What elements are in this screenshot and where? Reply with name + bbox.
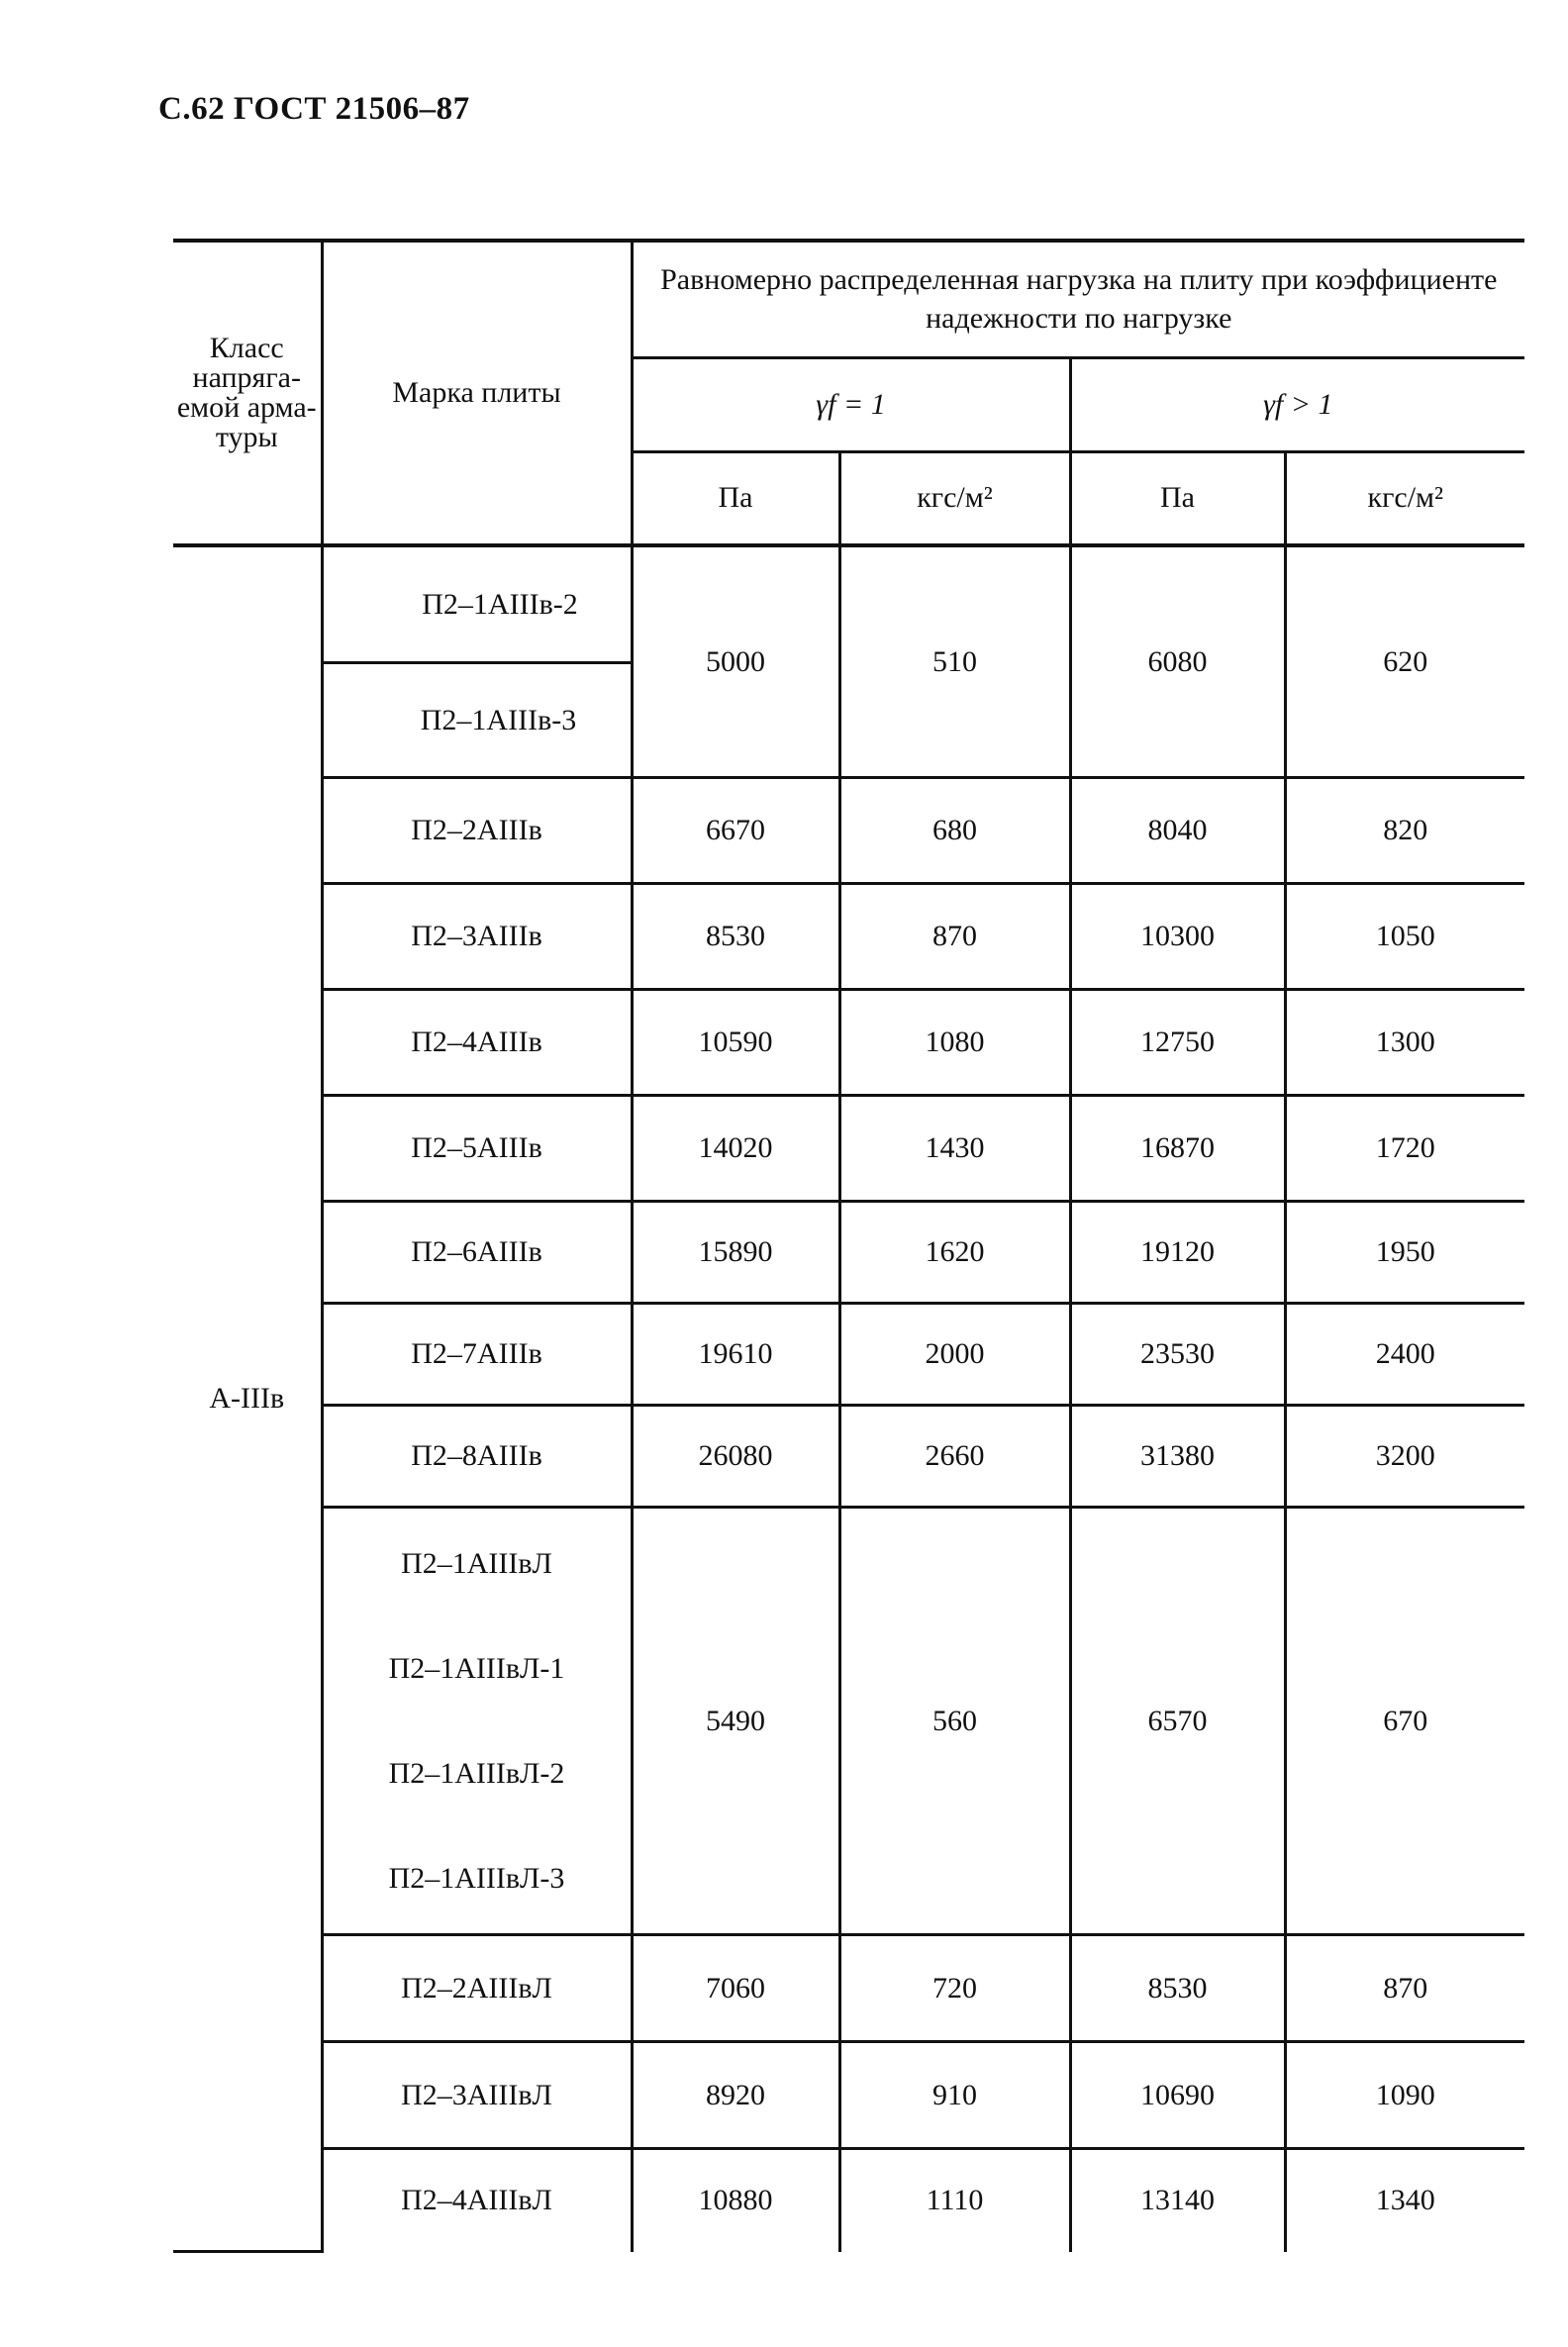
value-cell: 10880 — [632, 2149, 839, 2252]
value-cell: 1110 — [839, 2149, 1070, 2252]
table-row — [173, 778, 1524, 884]
table-row — [173, 1508, 1524, 1935]
value-cell: 1620 — [839, 1202, 1070, 1304]
value-cell: 23530 — [1070, 1304, 1285, 1406]
table-row — [173, 1096, 1524, 1202]
value-cell: 8530 — [632, 884, 839, 990]
mark-name: П2–4АIIIвЛ — [401, 2184, 552, 2217]
class-cell: А-IIIв — [173, 545, 322, 2252]
value-cell: 8040 — [1070, 778, 1285, 884]
value-cell: 1720 — [1285, 1096, 1524, 1202]
mark-name: П2–2АIIIвЛ — [401, 1971, 552, 2005]
value-cell: 16870 — [1070, 1096, 1285, 1202]
mark-cell — [322, 2149, 632, 2252]
value-cell: 6080 — [1070, 545, 1285, 778]
mark-name: П2–5АIIIв — [411, 1131, 542, 1164]
value-cell: 10690 — [1070, 2042, 1285, 2149]
mark-cell — [322, 990, 632, 1096]
mark-name: П2–1АIIIвЛ — [401, 1546, 552, 1580]
value-cell: 8530 — [1070, 1935, 1285, 2042]
mark-cell — [322, 545, 632, 778]
value-cell: 510 — [839, 545, 1070, 778]
value-cell: 820 — [1285, 778, 1524, 884]
mark-name: П2–1АIIIвЛ-3 — [388, 1861, 565, 1895]
value-cell: 1090 — [1285, 2042, 1524, 2149]
mark-name: П2–6АIIIв — [411, 1235, 542, 1268]
mark-name: П2–1АIIIвЛ-2 — [388, 1756, 565, 1790]
mark-cell — [322, 2042, 632, 2149]
mark-cell — [322, 884, 632, 990]
table-row — [173, 2042, 1524, 2149]
mark-name: П2–2АIIIв — [411, 814, 542, 846]
value-cell: 2660 — [839, 1406, 1070, 1508]
value-cell: 1340 — [1285, 2149, 1524, 2252]
page-header: С.62 ГОСТ 21506–87 — [158, 91, 470, 127]
table-row — [173, 545, 1524, 778]
value-cell: 1430 — [839, 1096, 1070, 1202]
value-cell: 620 — [1285, 545, 1524, 778]
value-cell: 1050 — [1285, 884, 1524, 990]
table-row — [173, 2149, 1524, 2252]
mark-cell — [322, 1096, 632, 1202]
value-cell: 2000 — [839, 1304, 1070, 1406]
mark-name: П2–3АIIIвЛ — [401, 2078, 552, 2111]
value-cell: 13140 — [1070, 2149, 1285, 2252]
load-table — [173, 239, 1524, 2253]
value-cell: 1950 — [1285, 1202, 1524, 1304]
table-row — [173, 990, 1524, 1096]
mark-cell — [322, 1935, 632, 2042]
value-cell: 2400 — [1285, 1304, 1524, 1406]
value-cell: 10590 — [632, 990, 839, 1096]
table-row — [173, 1406, 1524, 1508]
unit-header: Па — [1070, 451, 1285, 545]
value-cell: 19120 — [1070, 1202, 1285, 1304]
table-row — [173, 884, 1524, 990]
value-cell: 560 — [839, 1508, 1070, 1935]
mark-name: П2–1АIIIв-2 — [324, 547, 634, 664]
mark-cell — [322, 1304, 632, 1406]
mark-name: П2–8АIIIв — [411, 1439, 542, 1472]
value-cell: 5000 — [632, 545, 839, 778]
value-cell: 12750 — [1070, 990, 1285, 1096]
class-column-header: Класс напряга-емой арма-туры — [173, 241, 322, 545]
table-row — [173, 1202, 1524, 1304]
unit-header: кгс/м² — [839, 451, 1070, 545]
value-cell: 31380 — [1070, 1406, 1285, 1508]
table-row — [173, 1935, 1524, 2042]
value-cell: 14020 — [632, 1096, 839, 1202]
value-cell: 10300 — [1070, 884, 1285, 990]
mark-cell — [322, 1202, 632, 1304]
table-row — [173, 1304, 1524, 1406]
value-cell: 8920 — [632, 2042, 839, 2149]
value-cell: 1080 — [839, 990, 1070, 1096]
value-cell: 7060 — [632, 1935, 839, 2042]
mark-name: П2–7АIIIв — [411, 1337, 542, 1370]
mark-name: П2–4АIIIв — [411, 1026, 542, 1058]
mark-name: П2–1АIIIв-3 — [420, 704, 577, 736]
mark-cell — [322, 778, 632, 884]
value-cell: 680 — [839, 778, 1070, 884]
value-cell: 5490 — [632, 1508, 839, 1935]
gamma-greater-header: γf > 1 — [1070, 357, 1524, 451]
table-header — [173, 241, 1524, 545]
value-cell: 870 — [839, 884, 1070, 990]
value-cell: 910 — [839, 2042, 1070, 2149]
unit-header: Па — [632, 451, 839, 545]
value-cell: 6670 — [632, 778, 839, 884]
value-cell: 1300 — [1285, 990, 1524, 1096]
value-cell: 720 — [839, 1935, 1070, 2042]
load-column-header: Равномерно распределенная нагрузка на плиту при коэффициенте надежности по нагрузке — [632, 241, 1524, 357]
mark-name: П2–1АIIIвЛ-1 — [388, 1651, 565, 1685]
value-cell: 3200 — [1285, 1406, 1524, 1508]
table-body — [173, 545, 1524, 2252]
value-cell: 19610 — [632, 1304, 839, 1406]
mark-cell — [322, 1406, 632, 1508]
value-cell: 15890 — [632, 1202, 839, 1304]
unit-header: кгс/м² — [1285, 451, 1524, 545]
value-cell: 870 — [1285, 1935, 1524, 2042]
gamma-equal-header: γf = 1 — [632, 357, 1070, 451]
mark-column-header: Марка плиты — [322, 241, 632, 545]
value-cell: 670 — [1285, 1508, 1524, 1935]
mark-cell — [322, 1508, 632, 1935]
value-cell: 26080 — [632, 1406, 839, 1508]
value-cell: 6570 — [1070, 1508, 1285, 1935]
mark-name: П2–3АIIIв — [411, 920, 542, 952]
